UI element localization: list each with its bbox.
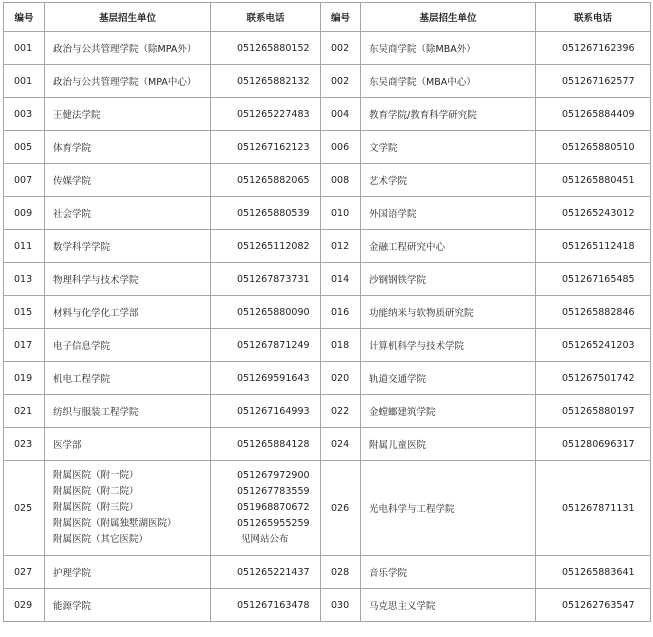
- hospital-units-cell: [45, 461, 211, 556]
- hospital-unit-name: 附属医院（附一院）: [53, 470, 139, 481]
- hospital-phone: 051968870672: [237, 502, 310, 513]
- unit-phone-cell: 051265112082: [211, 230, 321, 263]
- unit-name-cell: 社会学院: [45, 197, 211, 230]
- unit-name-cell: 东吴商学院（MBA中心）: [361, 65, 536, 98]
- unit-id-cell: 022: [321, 395, 361, 428]
- unit-id-cell: 013: [4, 263, 45, 296]
- unit-name-cell: 东吴商学院（除MBA外）: [361, 32, 536, 65]
- table-row: [4, 131, 651, 164]
- unit-phone-cell: 051267165485: [536, 263, 651, 296]
- unit-name-cell: 材料与化学化工学部: [45, 296, 211, 329]
- table-row: [4, 32, 651, 65]
- table-row: [4, 296, 651, 329]
- unit-name-cell: 外国语学院: [361, 197, 536, 230]
- unit-id-cell: 007: [4, 164, 45, 197]
- header-id: 编号: [4, 3, 45, 32]
- unit-name-cell: 护理学院: [45, 556, 211, 589]
- table-row: [4, 263, 651, 296]
- unit-phone-cell: 051267162396: [536, 32, 651, 65]
- hospital-unit-name: 附属医院（其它医院）: [53, 534, 149, 545]
- unit-name-cell: 教育学院/教育科学研究院: [361, 98, 536, 131]
- unit-id-cell: 001: [4, 65, 45, 98]
- table-row: [4, 395, 651, 428]
- unit-name-cell: 电子信息学院: [45, 329, 211, 362]
- unit-id-cell: 029: [4, 589, 45, 622]
- table-row: [4, 362, 651, 395]
- table-row: [4, 589, 651, 622]
- unit-phone-cell: 051267164993: [211, 395, 321, 428]
- header-phone: 联系电话: [211, 3, 321, 32]
- header-phone: 联系电话: [536, 3, 651, 32]
- unit-phone-cell: 051267873731: [211, 263, 321, 296]
- unit-id-cell: 019: [4, 362, 45, 395]
- unit-phone-cell: 051265112418: [536, 230, 651, 263]
- unit-id-cell: 018: [321, 329, 361, 362]
- unit-id-cell: 023: [4, 428, 45, 461]
- unit-name-cell: 医学部: [45, 428, 211, 461]
- unit-id-cell: 010: [321, 197, 361, 230]
- unit-id-cell: 014: [321, 263, 361, 296]
- unit-id-cell: 012: [321, 230, 361, 263]
- unit-id-cell: 002: [321, 32, 361, 65]
- unit-phone-cell: 051265880539: [211, 197, 321, 230]
- hospital-unit-name: 附属医院（附属独墅湖医院）: [53, 518, 177, 529]
- table-body: [4, 32, 651, 622]
- unit-name-cell: 金融工程研究中心: [361, 230, 536, 263]
- unit-id-cell: 027: [4, 556, 45, 589]
- hospital-phone: 051265955259: [237, 518, 310, 529]
- unit-id-cell: 016: [321, 296, 361, 329]
- unit-name-cell: 数学科学学院: [45, 230, 211, 263]
- unit-phone-cell: 051265241203: [536, 329, 651, 362]
- unit-name-cell: 政治与公共管理学院（MPA中心）: [45, 65, 211, 98]
- unit-phone-cell: 051265883641: [536, 556, 651, 589]
- unit-phone-cell: 051267162577: [536, 65, 651, 98]
- hospital-unit-name: 附属医院（附二院）: [53, 486, 139, 497]
- unit-phone-cell: 051269591643: [211, 362, 321, 395]
- unit-phone-cell: 051265884128: [211, 428, 321, 461]
- table-row: [4, 329, 651, 362]
- unit-id-cell: 015: [4, 296, 45, 329]
- unit-id-cell: 021: [4, 395, 45, 428]
- unit-id-cell: 005: [4, 131, 45, 164]
- unit-name-cell: 马克思主义学院: [361, 589, 536, 622]
- unit-name-cell: 附属儿童医院: [361, 428, 536, 461]
- unit-phone-cell: 051262763547: [536, 589, 651, 622]
- hospital-phone: 051267783559: [237, 486, 310, 497]
- unit-phone-cell: 051265880197: [536, 395, 651, 428]
- unit-phone-cell: 051280696317: [536, 428, 651, 461]
- unit-name-cell: 沙钢钢铁学院: [361, 263, 536, 296]
- unit-id-cell: 001: [4, 32, 45, 65]
- unit-phone-cell: 051265884409: [536, 98, 651, 131]
- unit-name-cell: 光电科学与工程学院: [361, 461, 536, 556]
- table-row: [4, 65, 651, 98]
- unit-phone-cell: 051265880152: [211, 32, 321, 65]
- unit-id-cell: 002: [321, 65, 361, 98]
- admission-units-table: [3, 2, 651, 622]
- unit-phone-cell: 051267871249: [211, 329, 321, 362]
- unit-name-cell: 机电工程学院: [45, 362, 211, 395]
- unit-name-cell: 物理科学与技术学院: [45, 263, 211, 296]
- unit-id-cell: 006: [321, 131, 361, 164]
- unit-id-cell: 030: [321, 589, 361, 622]
- header-unit: 基层招生单位: [45, 3, 211, 32]
- unit-phone-cell: 051267501742: [536, 362, 651, 395]
- unit-name-cell: 能源学院: [45, 589, 211, 622]
- unit-name-cell: 体育学院: [45, 131, 211, 164]
- table-row: [4, 230, 651, 263]
- table-header-row: [4, 3, 651, 32]
- unit-phone-cell: 051265880451: [536, 164, 651, 197]
- unit-id-cell: 020: [321, 362, 361, 395]
- unit-name-cell: 艺术学院: [361, 164, 536, 197]
- table-row: [4, 197, 651, 230]
- hospital-unit-name: 附属医院（附三院）: [53, 502, 139, 513]
- unit-name-cell: 政治与公共管理学院（除MPA外）: [45, 32, 211, 65]
- unit-id-cell: 008: [321, 164, 361, 197]
- unit-phone-cell: 051265882846: [536, 296, 651, 329]
- header-unit: 基层招生单位: [361, 3, 536, 32]
- unit-name-cell: 纺织与服装工程学院: [45, 395, 211, 428]
- unit-phone-cell: 051265882065: [211, 164, 321, 197]
- unit-id-cell: 003: [4, 98, 45, 131]
- unit-id-cell: 025: [4, 461, 45, 556]
- unit-id-cell: 004: [321, 98, 361, 131]
- unit-name-cell: 计算机科学与技术学院: [361, 329, 536, 362]
- unit-phone-cell: 051265221437: [211, 556, 321, 589]
- unit-id-cell: 028: [321, 556, 361, 589]
- table-row: [4, 556, 651, 589]
- unit-name-cell: 音乐学院: [361, 556, 536, 589]
- hospital-phone: 051267972900: [237, 470, 310, 481]
- unit-id-cell: 009: [4, 197, 45, 230]
- unit-phone-cell: 051267162123: [211, 131, 321, 164]
- unit-name-cell: 传媒学院: [45, 164, 211, 197]
- unit-phone-cell: 051265243012: [536, 197, 651, 230]
- unit-phone-cell: 051267163478: [211, 589, 321, 622]
- phone-notice: 见网站公布: [241, 534, 289, 545]
- unit-name-cell: 功能纳米与软物质研究院: [361, 296, 536, 329]
- unit-name-cell: 轨道交通学院: [361, 362, 536, 395]
- unit-name-cell: 文学院: [361, 131, 536, 164]
- unit-name-cell: 金螳螂建筑学院: [361, 395, 536, 428]
- unit-id-cell: 011: [4, 230, 45, 263]
- unit-phone-cell: 051265882132: [211, 65, 321, 98]
- table-row: [4, 164, 651, 197]
- unit-id-cell: 017: [4, 329, 45, 362]
- unit-id-cell: 026: [321, 461, 361, 556]
- hospital-phones-cell: [211, 461, 321, 556]
- unit-name-cell: 王健法学院: [45, 98, 211, 131]
- table-row-hospitals: [4, 461, 651, 556]
- unit-phone-cell: 051267871131: [536, 461, 651, 556]
- unit-id-cell: 024: [321, 428, 361, 461]
- unit-phone-cell: 051265880510: [536, 131, 651, 164]
- unit-phone-cell: 051265880090: [211, 296, 321, 329]
- header-id: 编号: [321, 3, 361, 32]
- unit-phone-cell: 051265227483: [211, 98, 321, 131]
- table-row: [4, 98, 651, 131]
- table-row: [4, 428, 651, 461]
